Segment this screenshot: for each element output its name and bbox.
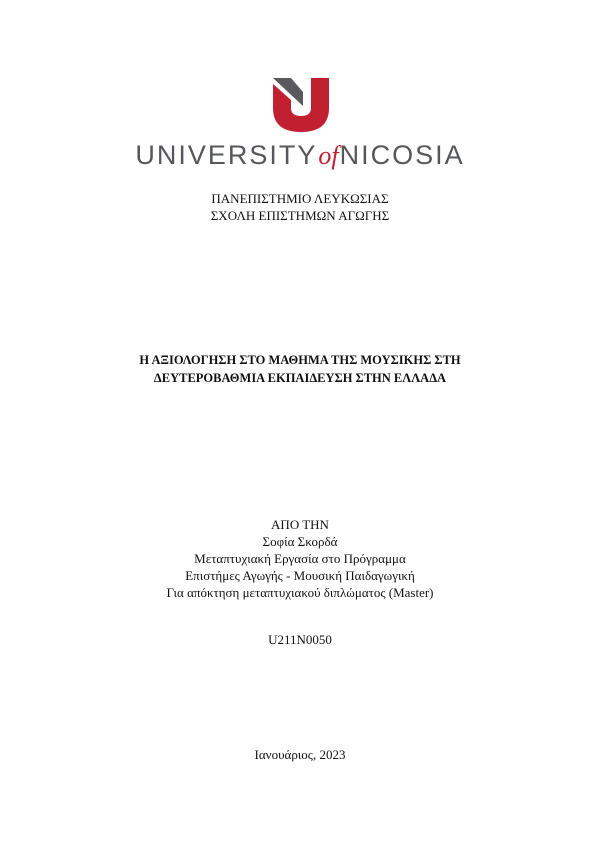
submission-date: Ιανουάριος, 2023	[254, 747, 346, 762]
by-label: ΑΠΟ ΤΗΝ	[271, 517, 329, 532]
thesis-title-line-1: Η ΑΞΙΟΛΟΓΗΣΗ ΣΤΟ ΜΑΘΗΜΑ ΤΗΣ ΜΟΥΣΙΚΗΣ ΣΤΗ	[139, 353, 461, 367]
thesis-title-line-2: ΔΕΥΤΕΡΟΒΑΘΜΙΑ ΕΚΠΑΙΔΕΥΣΗ ΣΤΗΝ ΕΛΛΑΔΑ	[153, 371, 447, 385]
wordmark-university: UNIVERSITY	[135, 140, 318, 170]
school-name: ΣΧΟΛΗ ΕΠΙΣΤΗΜΩΝ ΑΓΩΓΗΣ	[210, 208, 390, 223]
author-name: Σοφία Σκορδά	[262, 534, 338, 549]
program-line-2: Επιστήμες Αγωγής - Μουσική Παιδαγωγική	[185, 568, 415, 583]
university-name: ΠΑΝΕΠΙΣΤΗΜΙΟ ΛΕΥΚΩΣΙΑΣ	[211, 191, 389, 206]
university-wordmark	[0, 140, 600, 171]
university-shield-icon	[273, 78, 329, 132]
thesis-title	[0, 351, 600, 387]
wordmark-nicosia: NICOSIA	[339, 140, 465, 170]
degree-line: Για απόκτηση μεταπτυχιακού διπλώματος (Master)	[166, 585, 434, 600]
student-id: U211N0050	[268, 632, 332, 647]
program-line-1: Μεταπτυχιακή Εργασία στο Πρόγραμμα	[194, 551, 406, 566]
wordmark-of: of	[318, 141, 339, 170]
